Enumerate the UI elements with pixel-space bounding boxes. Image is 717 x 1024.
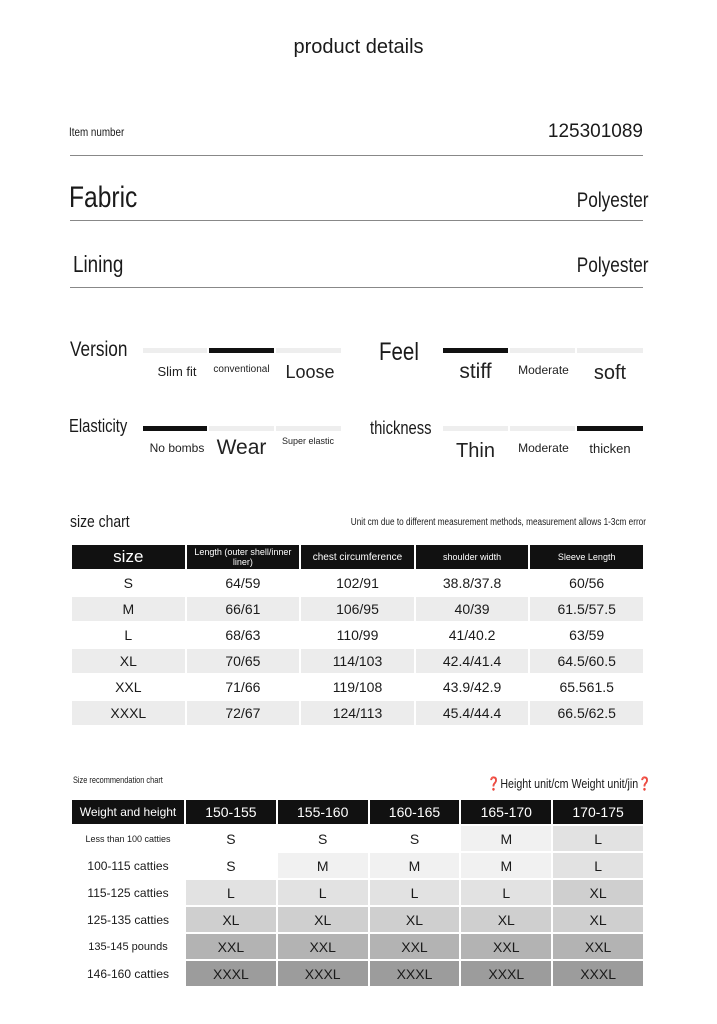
table-cell: 38.8/37.8 bbox=[442, 575, 502, 591]
version-scale-segment bbox=[143, 348, 207, 353]
size-cell: L bbox=[124, 627, 133, 643]
size-cell: XL bbox=[553, 880, 643, 905]
weight-label: 135-145 pounds bbox=[72, 934, 184, 959]
table-cell: 114/103 bbox=[301, 649, 414, 673]
lining-value: Polyester bbox=[577, 254, 649, 277]
recommendation-note: ❓Height unit/cm Weight unit/jin❓ bbox=[486, 776, 651, 791]
size-cell: L bbox=[186, 880, 276, 905]
size-cell: XL bbox=[370, 907, 460, 932]
table-cell: 41/40.2 bbox=[448, 627, 496, 643]
height-header: 150-155 bbox=[186, 800, 276, 824]
size-cell: M bbox=[72, 597, 185, 621]
weight-label: Less than 100 catties bbox=[72, 826, 184, 851]
size-chart-title: size chart bbox=[70, 512, 130, 531]
table-row bbox=[72, 934, 643, 959]
size-cell: XXL bbox=[461, 934, 551, 959]
size-cell: XXXL bbox=[278, 961, 368, 986]
recommendation-title: Size recommendation chart bbox=[73, 775, 163, 785]
weight-label: 125-135 catties bbox=[72, 907, 184, 932]
elasticity-scale-segment bbox=[276, 426, 341, 431]
size-cell: M bbox=[461, 853, 551, 878]
item-number-value: 125301089 bbox=[547, 121, 643, 142]
table-cell: 63/59 bbox=[569, 627, 605, 643]
size-cell: XL bbox=[278, 907, 368, 932]
weight-label: 100-115 catties bbox=[72, 853, 184, 878]
fabric-value: Polyester bbox=[577, 189, 649, 212]
item-number-label: Item number bbox=[69, 125, 125, 139]
size-cell: S bbox=[370, 826, 460, 851]
version-scale-segment-selected bbox=[209, 348, 274, 353]
thickness-scale-segment-selected bbox=[577, 426, 643, 431]
fabric-label: Fabric bbox=[69, 181, 138, 214]
thickness-option: thicken bbox=[589, 441, 631, 456]
version-option: conventional bbox=[213, 364, 270, 375]
size-cell: XXXL bbox=[461, 961, 551, 986]
size-cell: XXL bbox=[370, 934, 460, 959]
recommendation-header-row bbox=[72, 800, 643, 824]
size-cell: XL bbox=[186, 907, 276, 932]
feel-option: stiff bbox=[459, 360, 492, 383]
table-cell: 110/99 bbox=[336, 627, 379, 643]
table-cell: 71/66 bbox=[225, 679, 261, 695]
column-header: size bbox=[72, 545, 185, 569]
size-cell: L bbox=[370, 880, 460, 905]
thickness-scale-segment bbox=[443, 426, 508, 431]
table-cell: 66.5/62.5 bbox=[530, 701, 643, 725]
table-cell: 60/56 bbox=[569, 575, 605, 591]
table-cell: 66/61 bbox=[187, 597, 300, 621]
column-header: shoulder width bbox=[416, 545, 529, 569]
table-row bbox=[72, 907, 643, 932]
height-header: 160-165 bbox=[370, 800, 460, 824]
size-cell: XL bbox=[72, 649, 185, 673]
size-cell: XXXL bbox=[186, 961, 276, 986]
table-cell: 119/108 bbox=[332, 679, 383, 695]
table-row bbox=[72, 571, 643, 595]
elasticity-option: No bombs bbox=[149, 441, 205, 455]
table-cell: 40/39 bbox=[416, 597, 529, 621]
height-header: 155-160 bbox=[278, 800, 368, 824]
size-cell: XXL bbox=[553, 934, 643, 959]
table-row bbox=[72, 961, 643, 986]
table-cell: 70/65 bbox=[187, 649, 300, 673]
table-row bbox=[72, 675, 643, 699]
table-row bbox=[72, 826, 643, 851]
size-cell: XXL bbox=[278, 934, 368, 959]
table-cell: 68/63 bbox=[225, 627, 261, 643]
thickness-scale-segment bbox=[510, 426, 575, 431]
height-header: 170-175 bbox=[553, 800, 643, 824]
size-chart-table bbox=[70, 543, 645, 727]
thickness-label: thickness bbox=[370, 418, 432, 438]
size-cell: XL bbox=[553, 907, 643, 932]
elasticity-scale-segment bbox=[209, 426, 274, 431]
size-chart-header-row bbox=[72, 545, 643, 569]
size-cell: XXL bbox=[186, 934, 276, 959]
size-cell: M bbox=[370, 853, 460, 878]
version-option: Slim fit bbox=[157, 364, 197, 379]
table-row bbox=[72, 649, 643, 673]
elasticity-label: Elasticity bbox=[69, 416, 128, 436]
size-cell: XXXL bbox=[370, 961, 460, 986]
table-cell: 64/59 bbox=[225, 575, 261, 591]
table-cell: 61.5/57.5 bbox=[530, 597, 643, 621]
size-cell: XXXL bbox=[553, 961, 643, 986]
elasticity-scale-segment-selected bbox=[143, 426, 207, 431]
weight-label: 146-160 catties bbox=[72, 961, 184, 986]
height-header: 165-170 bbox=[461, 800, 551, 824]
version-label: Version bbox=[70, 338, 128, 361]
size-cell: XXXL bbox=[72, 701, 185, 725]
feel-scale-segment bbox=[510, 348, 575, 353]
table-row bbox=[72, 880, 643, 905]
column-header: Sleeve Length bbox=[530, 545, 643, 569]
column-header: Length (outer shell/inner liner) bbox=[187, 545, 300, 569]
table-cell: 45.4/44.4 bbox=[416, 701, 529, 725]
size-cell: S bbox=[278, 826, 368, 851]
table-cell: 124/113 bbox=[301, 701, 414, 725]
divider bbox=[70, 287, 643, 288]
divider bbox=[70, 155, 643, 156]
table-row bbox=[72, 853, 643, 878]
size-cell: M bbox=[461, 826, 551, 851]
divider bbox=[70, 220, 643, 221]
size-chart-note: Unit cm due to different measurement methods, measurement allows 1-3cm error bbox=[350, 517, 646, 528]
size-cell: L bbox=[461, 880, 551, 905]
recommendation-table bbox=[70, 798, 645, 988]
size-cell: S bbox=[186, 853, 276, 878]
corner-header: Weight and height bbox=[72, 800, 184, 824]
size-cell: S bbox=[186, 826, 276, 851]
elasticity-option: Super elastic bbox=[281, 436, 335, 446]
thickness-option: Thin bbox=[456, 440, 495, 462]
feel-scale-segment bbox=[577, 348, 643, 353]
weight-label: 115-125 catties bbox=[72, 880, 184, 905]
table-row bbox=[72, 597, 643, 621]
lining-label: Lining bbox=[73, 251, 124, 277]
version-option: Loose bbox=[285, 362, 335, 382]
size-cell: M bbox=[278, 853, 368, 878]
size-cell: L bbox=[278, 880, 368, 905]
size-cell: S bbox=[123, 575, 133, 591]
table-cell: 102/91 bbox=[336, 575, 379, 591]
table-cell: 72/67 bbox=[187, 701, 300, 725]
feel-option: Moderate bbox=[518, 363, 569, 377]
page-title: product details bbox=[293, 36, 424, 58]
table-cell: 42.4/41.4 bbox=[416, 649, 529, 673]
elasticity-option: Wear bbox=[216, 436, 267, 459]
table-cell: 43.9/42.9 bbox=[442, 679, 502, 695]
feel-option: soft bbox=[593, 362, 627, 384]
thickness-option: Moderate bbox=[518, 441, 569, 455]
feel-label: Feel bbox=[379, 338, 419, 366]
table-cell: 106/95 bbox=[301, 597, 414, 621]
table-cell: 65.561.5 bbox=[559, 679, 614, 695]
size-cell: L bbox=[553, 826, 643, 851]
feel-scale-segment-selected bbox=[443, 348, 508, 353]
column-header: chest circumference bbox=[301, 545, 414, 569]
size-cell: L bbox=[553, 853, 643, 878]
size-cell: XL bbox=[461, 907, 551, 932]
table-cell: 64.5/60.5 bbox=[530, 649, 643, 673]
table-row bbox=[72, 623, 643, 647]
table-row bbox=[72, 701, 643, 725]
size-cell: XXL bbox=[115, 679, 142, 695]
version-scale-segment bbox=[276, 348, 341, 353]
